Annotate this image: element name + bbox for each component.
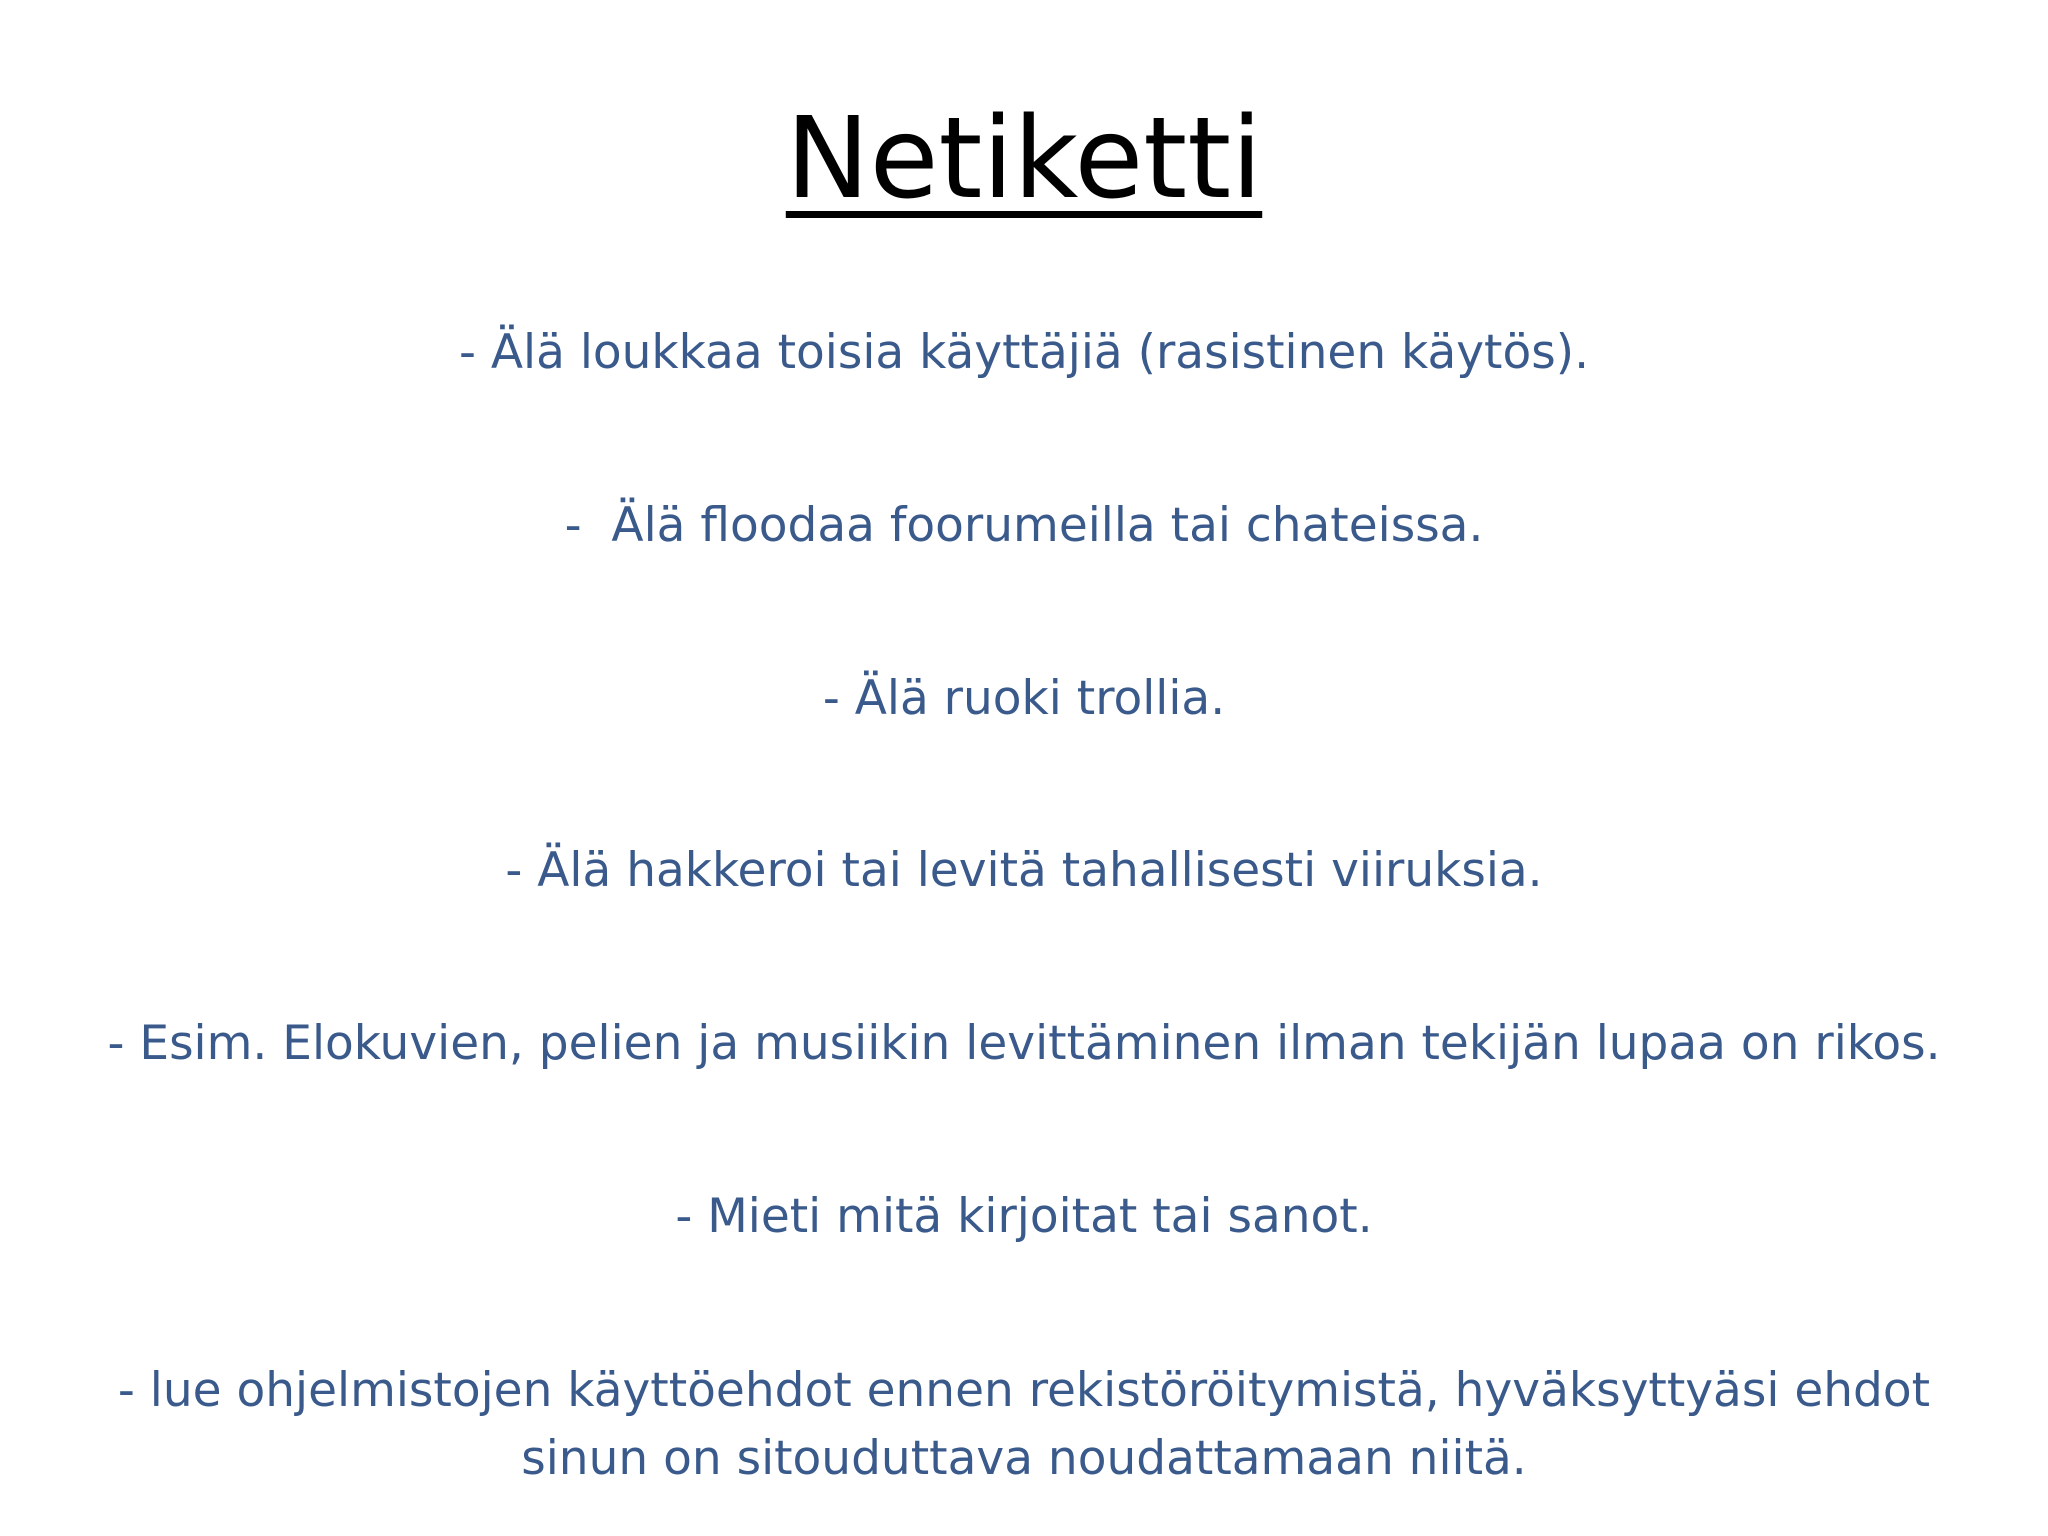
slide-title-text: Netiketti (785, 94, 1263, 224)
netiquette-rule-list (60, 320, 1988, 1493)
rule-item-flood: - Älä floodaa foorumeilla tai chateissa. (564, 497, 1484, 553)
rule-item-think: - Mieti mitä kirjoitat tai sanot. (675, 1188, 1373, 1244)
slide-title (0, 95, 2048, 224)
rule-item-hack: - Älä hakkeroi tai levitä tahallisesti viiruksia. (505, 843, 1543, 899)
rule-item-terms: - lue ohjelmistojen käyttöehdot ennen rekistöröitymistä, hyväksyttyäsi ehdot sinun on sitouduttava noudattamaan niitä. (117, 1362, 1946, 1486)
rule-item-insult: - Älä loukkaa toisia käyttäjiä (rasistinen käytös). (458, 325, 1590, 380)
rule-item-piracy: - Esim. Elokuvien, pelien ja musiikin levittäminen ilman tekijän lupaa on rikos. (107, 1016, 1941, 1072)
rule-item-troll: - Älä ruoki trollia. (822, 670, 1226, 726)
